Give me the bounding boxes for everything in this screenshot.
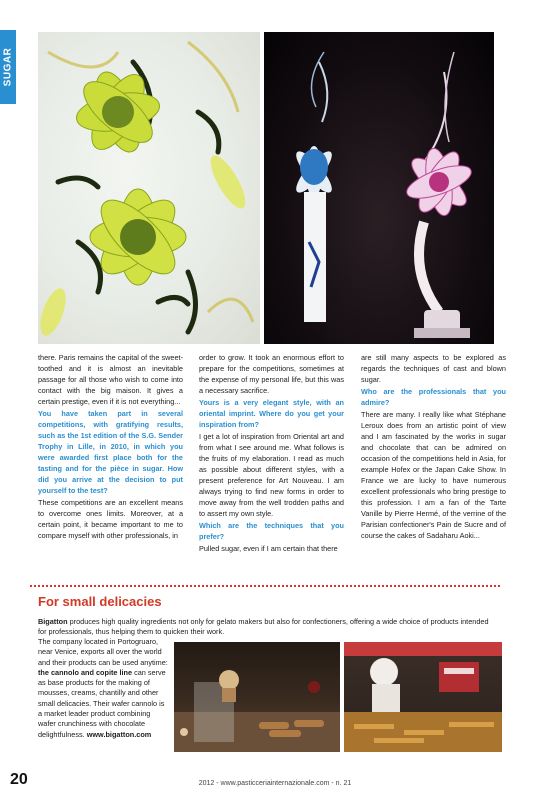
brand-name: Bigatton <box>38 617 68 626</box>
article-column-1 <box>38 352 183 542</box>
side-text-a: The company located in Portogruaro, near Venice, exports all over the world and their products can be used anytime: <box>38 637 168 667</box>
article-column-3 <box>361 352 506 542</box>
brand-url: www.bigatton.com <box>86 729 152 739</box>
page-number: 20 <box>10 771 28 788</box>
interview-question: Who are the professionals that you admire? <box>361 387 506 407</box>
box-lead <box>38 617 496 637</box>
side-text-b: can serve as base products for the making of mousses, creams, chantilly and other small delicacies. Their wafer cannolo is a market leader product combining wafer crunchiness with chocolate delightfulness. <box>38 667 166 739</box>
cannoli-photo <box>174 642 340 752</box>
article-paragraph: I get a lot of inspiration from Oriental art and from what I see around me. What follows is the fruits of my elaboration. I read as much as possible about different styles, with a present preference for Art Nouveau. I am always trying to find new forms in order to move away from the well trodden paths and to assert my own style. <box>199 432 344 518</box>
section-tab <box>0 30 16 104</box>
interview-question: Yours is a very elegant style, with an oriental imprint. Where do you get your inspiration from? <box>199 398 344 429</box>
section-tab-label: SUGAR <box>2 47 14 87</box>
article-paragraph: There are many. I really like what Stéphane Leroux does from an artistic point of view and I am fascinated by the works in sugar and chocolate that can be admired on occasion of the competitions held in Asia, for example Hofex or the Japan Cake Show. In France we are lucky to have numerous excellent professionals who bring prestige to this profession. I am a fan of the Tarte Vanille by Pierre Hermé, of the verrine of the Parisian confectioner's Pain de Sucre and of course the cakes of Sadaharu Aoki... <box>361 410 506 540</box>
article-paragraph: are still many aspects to be explored as regards the techniques of cast and blown sugar. <box>361 353 506 384</box>
page-footer: 2012 - www.pasticceriainternazionale.com - n. 21 <box>198 780 352 787</box>
dotted-divider <box>30 585 500 587</box>
article-paragraph: order to grow. It took an enormous effort to prepare for the competitions, sometimes at the expense of my personal life, but this was a necessary sacrifice. <box>199 353 344 395</box>
interview-question: Which are the techniques that you prefer? <box>199 521 344 541</box>
article-paragraph: Pulled sugar, even if I am certain that there <box>199 544 338 553</box>
sugar-flowers-photo <box>38 32 260 344</box>
production-photo <box>344 642 502 752</box>
article-paragraph: These competitions are an excellent means to overcome ones limits. Moreover, at a certain point, it became important to me to compare myself with other professionals, in <box>38 498 183 540</box>
box-title: For small delicacies <box>38 594 162 609</box>
product-line: the cannolo and copite line <box>38 667 133 677</box>
article-column-2 <box>199 352 344 555</box>
interview-question: You have taken part in several competitions, with gratifying results, such as the 1st edition of the S.G. Sender Trophy in Lille, in 2010, in which you were awarded first place both for the tasting and for the pièce in sugar. How did you arrive at the decision to put yourself to the test? <box>38 409 183 495</box>
box-side-text <box>38 637 170 740</box>
lead-text: produces high quality ingredients not only for gelato makers but also for confectioners, offering a wide choice of products intended for professionals, thus helping them to quicken their work. <box>38 617 489 636</box>
sugar-showpieces-photo <box>264 32 494 344</box>
article-paragraph: there. Paris remains the capital of the sweet-toothed and it is almost an inevitable passage for all those who wish to come into contact with the big maison. It gives a certain prestige, even if it is not everything... <box>38 353 183 406</box>
